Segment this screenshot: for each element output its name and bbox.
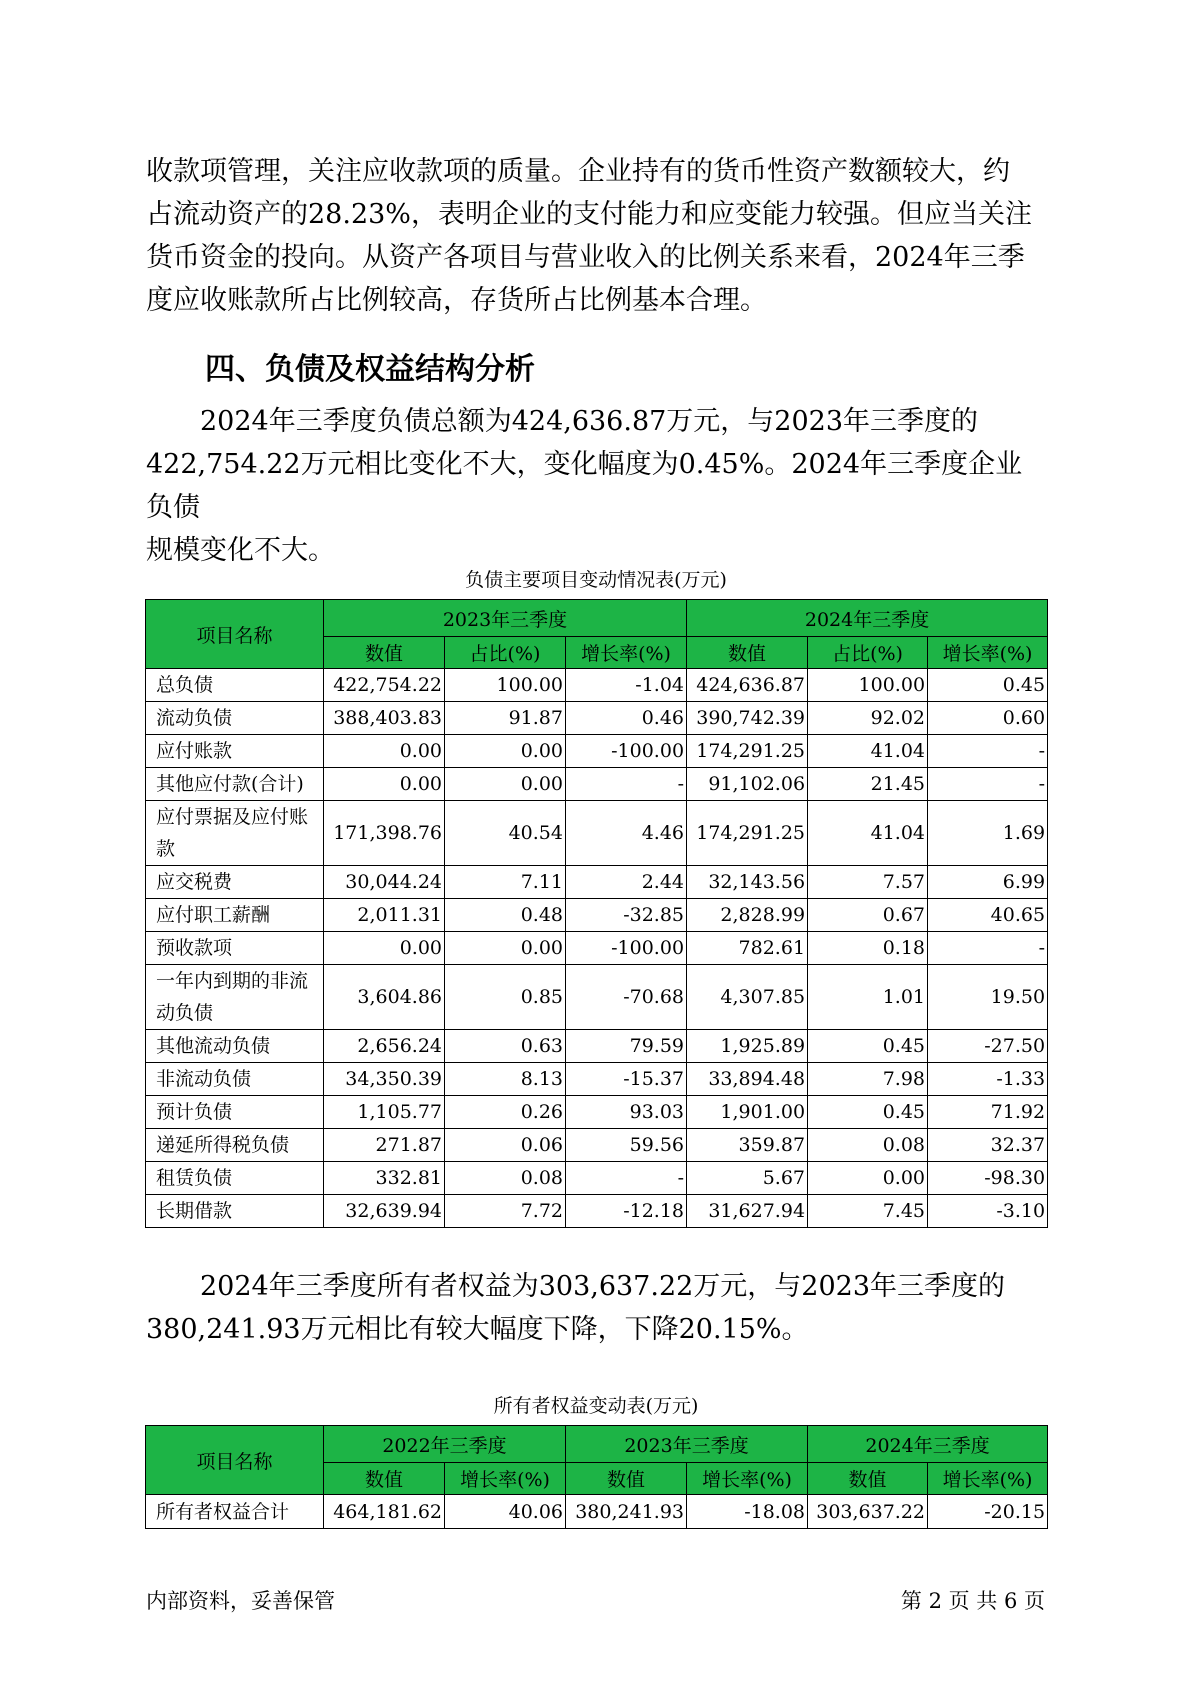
cell-value: 0.00 — [445, 768, 566, 801]
cell-value: 359.87 — [687, 1129, 808, 1162]
table-row — [146, 1030, 1048, 1063]
cell-value: 1,901.00 — [687, 1096, 808, 1129]
cell-value: 92.02 — [808, 702, 928, 735]
cell-value: 171,398.76 — [324, 801, 445, 866]
cell-value: 464,181.62 — [324, 1495, 445, 1529]
cell-value: 1.01 — [808, 965, 928, 1030]
cell-value: 0.48 — [445, 899, 566, 932]
cell-value: 0.08 — [445, 1162, 566, 1195]
col-header-period: 2023年三季度 — [324, 600, 687, 637]
cell-value: 0.18 — [808, 932, 928, 965]
row-name-line: 非流动负债 — [156, 1068, 252, 1090]
sub-header: 数值 — [566, 1463, 687, 1495]
sub-header: 数值 — [324, 637, 445, 669]
cell-value: 40.65 — [928, 899, 1048, 932]
cell-value: 33,894.48 — [687, 1063, 808, 1096]
cell-value: 2.44 — [566, 866, 687, 899]
cell-value: 30,044.24 — [324, 866, 445, 899]
col-header-name: 项目名称 — [146, 1426, 324, 1495]
cell-value: 0.63 — [445, 1030, 566, 1063]
sub-header: 数值 — [687, 637, 808, 669]
cell-value: -98.30 — [928, 1162, 1048, 1195]
footer-confidential-note: 内部资料，妥善保管 — [146, 1589, 335, 1613]
cell-value: 31,627.94 — [687, 1195, 808, 1228]
cell-value: 0.00 — [324, 735, 445, 768]
cell-value: -100.00 — [566, 932, 687, 965]
cell-value: 0.00 — [445, 932, 566, 965]
cell-value: 4.46 — [566, 801, 687, 866]
cell-value: 7.72 — [445, 1195, 566, 1228]
row-name-line: 其他流动负债 — [156, 1035, 271, 1057]
cell-value: 782.61 — [687, 932, 808, 965]
cell-value: - — [566, 1162, 687, 1195]
table-row — [146, 965, 1048, 1030]
cell-value: 0.67 — [808, 899, 928, 932]
table-row — [146, 669, 1048, 702]
paragraph-equity — [146, 1265, 1046, 1351]
cell-value: - — [928, 735, 1048, 768]
paragraph-asset-analysis — [146, 150, 1046, 322]
cell-value: 271.87 — [324, 1129, 445, 1162]
row-name — [146, 866, 324, 899]
cell-value: 2,656.24 — [324, 1030, 445, 1063]
cell-value: 8.13 — [445, 1063, 566, 1096]
paragraph-line: 占流动资产的28.23%，表明企业的支付能力和应变能力较强。但应当关注 — [146, 199, 1032, 230]
row-name-line: 预计负债 — [156, 1101, 233, 1123]
col-header-period: 2023年三季度 — [566, 1426, 808, 1463]
table-caption: 负债主要项目变动情况表(万元) — [465, 569, 727, 591]
cell-value: 41.04 — [808, 801, 928, 866]
cell-value: 7.11 — [445, 866, 566, 899]
cell-value: 79.59 — [566, 1030, 687, 1063]
cell-value: - — [928, 932, 1048, 965]
cell-value: 4,307.85 — [687, 965, 808, 1030]
paragraph-liabilities — [146, 400, 1046, 572]
table-row — [146, 1162, 1048, 1195]
cell-value: 0.26 — [445, 1096, 566, 1129]
row-name — [146, 735, 324, 768]
cell-value: -15.37 — [566, 1063, 687, 1096]
table-row — [146, 768, 1048, 801]
row-name-line: 其他应付款(合计) — [156, 773, 304, 795]
cell-value: -20.15 — [928, 1495, 1048, 1529]
table-row — [146, 1195, 1048, 1228]
cell-value: 7.57 — [808, 866, 928, 899]
equity-table — [145, 1425, 1048, 1529]
cell-value: -32.85 — [566, 899, 687, 932]
liabilities-table — [145, 599, 1048, 1228]
table-row — [146, 899, 1048, 932]
table-row — [146, 1063, 1048, 1096]
cell-value: 1,105.77 — [324, 1096, 445, 1129]
row-name-line: 流动负债 — [156, 707, 233, 729]
table-row — [146, 866, 1048, 899]
col-header-period: 2024年三季度 — [808, 1426, 1048, 1463]
paragraph-line: 度应收账款所占比例较高，存货所占比例基本合理。 — [146, 285, 767, 316]
col-header-period: 2022年三季度 — [324, 1426, 566, 1463]
table-caption: 所有者权益变动表(万元) — [493, 1395, 699, 1417]
cell-value: 100.00 — [445, 669, 566, 702]
cell-value: 0.45 — [928, 669, 1048, 702]
row-name-line: 动负债 — [156, 1002, 214, 1024]
paragraph-line: 380,241.93万元相比有较大幅度下降，下降20.15%。 — [146, 1314, 809, 1345]
row-name — [146, 932, 324, 965]
row-name-line: 应交税费 — [156, 871, 233, 893]
cell-value: 380,241.93 — [566, 1495, 687, 1529]
cell-value: 0.60 — [928, 702, 1048, 735]
cell-value: 303,637.22 — [808, 1495, 928, 1529]
row-name — [146, 1030, 324, 1063]
paragraph-line: 货币资金的投向。从资产各项目与营业收入的比例关系来看，2024年三季 — [146, 242, 1025, 273]
cell-value: 0.08 — [808, 1129, 928, 1162]
cell-value: 71.92 — [928, 1096, 1048, 1129]
row-name-line: 一年内到期的非流 — [156, 970, 309, 992]
cell-value: 2,828.99 — [687, 899, 808, 932]
cell-value: 19.50 — [928, 965, 1048, 1030]
cell-value: 388,403.83 — [324, 702, 445, 735]
table-row — [146, 1129, 1048, 1162]
cell-value: 174,291.25 — [687, 735, 808, 768]
row-name — [146, 669, 324, 702]
cell-value: 40.06 — [445, 1495, 566, 1529]
cell-value: 0.45 — [808, 1030, 928, 1063]
cell-value: 7.98 — [808, 1063, 928, 1096]
paragraph-line: 2024年三季度负债总额为424,636.87万元，与2023年三季度的 — [200, 406, 979, 437]
cell-value: 0.85 — [445, 965, 566, 1030]
cell-value: 91,102.06 — [687, 768, 808, 801]
cell-value: 3,604.86 — [324, 965, 445, 1030]
cell-value: 174,291.25 — [687, 801, 808, 866]
cell-value: 32.37 — [928, 1129, 1048, 1162]
row-name-line: 总负债 — [156, 674, 214, 696]
section-heading: 四、负债及权益结构分析 — [205, 352, 535, 387]
row-name-line: 应付职工薪酬 — [156, 904, 271, 926]
cell-value: 332.81 — [324, 1162, 445, 1195]
sub-header: 增长率(%) — [566, 637, 687, 669]
row-name — [146, 768, 324, 801]
cell-value: 0.06 — [445, 1129, 566, 1162]
table-row — [146, 1096, 1048, 1129]
cell-value: 5.67 — [687, 1162, 808, 1195]
paragraph-line: 422,754.22万元相比变化不大，变化幅度为0.45%。2024年三季度企业负债 — [146, 449, 1023, 523]
cell-value: -1.33 — [928, 1063, 1048, 1096]
cell-value: 0.45 — [808, 1096, 928, 1129]
sub-header: 数值 — [324, 1463, 445, 1495]
row-name-line: 应付账款 — [156, 740, 233, 762]
cell-value: - — [928, 768, 1048, 801]
cell-value: 93.03 — [566, 1096, 687, 1129]
cell-value: -1.04 — [566, 669, 687, 702]
row-name — [146, 702, 324, 735]
table-row — [146, 702, 1048, 735]
cell-value: 2,011.31 — [324, 899, 445, 932]
row-name — [146, 1129, 324, 1162]
row-name-line: 预收款项 — [156, 937, 233, 959]
cell-value: 0.00 — [808, 1162, 928, 1195]
sub-header: 增长率(%) — [445, 1463, 566, 1495]
cell-value: 41.04 — [808, 735, 928, 768]
cell-value: 59.56 — [566, 1129, 687, 1162]
cell-value: 32,639.94 — [324, 1195, 445, 1228]
cell-value: -70.68 — [566, 965, 687, 1030]
row-name-line: 租赁负债 — [156, 1167, 233, 1189]
cell-value: 0.00 — [324, 768, 445, 801]
row-name — [146, 1063, 324, 1096]
row-name: 所有者权益合计 — [146, 1495, 324, 1529]
paragraph-line: 2024年三季度所有者权益为303,637.22万元，与2023年三季度的 — [200, 1271, 1006, 1302]
cell-value: -3.10 — [928, 1195, 1048, 1228]
cell-value: 1.69 — [928, 801, 1048, 866]
cell-value: -18.08 — [687, 1495, 808, 1529]
sub-header: 增长率(%) — [687, 1463, 808, 1495]
row-name-line: 长期借款 — [156, 1200, 233, 1222]
row-name — [146, 1096, 324, 1129]
cell-value: 34,350.39 — [324, 1063, 445, 1096]
paragraph-line: 规模变化不大。 — [146, 535, 335, 566]
cell-value: 422,754.22 — [324, 669, 445, 702]
cell-value: - — [566, 768, 687, 801]
sub-header: 数值 — [808, 1463, 928, 1495]
row-name — [146, 1195, 324, 1228]
cell-value: 40.54 — [445, 801, 566, 866]
table-row — [146, 801, 1048, 866]
sub-header: 增长率(%) — [928, 1463, 1048, 1495]
cell-value: -12.18 — [566, 1195, 687, 1228]
row-name-line: 递延所得税负债 — [156, 1134, 290, 1156]
cell-value: 32,143.56 — [687, 866, 808, 899]
cell-value: 0.46 — [566, 702, 687, 735]
cell-value: 21.45 — [808, 768, 928, 801]
cell-value: -27.50 — [928, 1030, 1048, 1063]
table-row — [146, 932, 1048, 965]
col-header-period: 2024年三季度 — [687, 600, 1048, 637]
cell-value: 100.00 — [808, 669, 928, 702]
paragraph-line: 收款项管理，关注应收款项的质量。企业持有的货币性资产数额较大，约 — [146, 156, 1010, 187]
cell-value: 6.99 — [928, 866, 1048, 899]
row-name — [146, 1162, 324, 1195]
row-name — [146, 801, 324, 866]
col-header-name: 项目名称 — [146, 600, 324, 669]
table-row — [146, 735, 1048, 768]
sub-header: 增长率(%) — [928, 637, 1048, 669]
cell-value: -100.00 — [566, 735, 687, 768]
cell-value: 424,636.87 — [687, 669, 808, 702]
cell-value: 91.87 — [445, 702, 566, 735]
row-name — [146, 965, 324, 1030]
row-name-line: 应付票据及应付账 — [156, 806, 309, 828]
cell-value: 0.00 — [324, 932, 445, 965]
footer-page-number: 第 2 页 共 6 页 — [900, 1589, 1045, 1613]
cell-value: 0.00 — [445, 735, 566, 768]
sub-header: 占比(%) — [808, 637, 928, 669]
cell-value: 390,742.39 — [687, 702, 808, 735]
table-row — [146, 1495, 1048, 1529]
cell-value: 7.45 — [808, 1195, 928, 1228]
row-name — [146, 899, 324, 932]
sub-header: 占比(%) — [445, 637, 566, 669]
cell-value: 1,925.89 — [687, 1030, 808, 1063]
row-name-line: 款 — [156, 838, 176, 860]
